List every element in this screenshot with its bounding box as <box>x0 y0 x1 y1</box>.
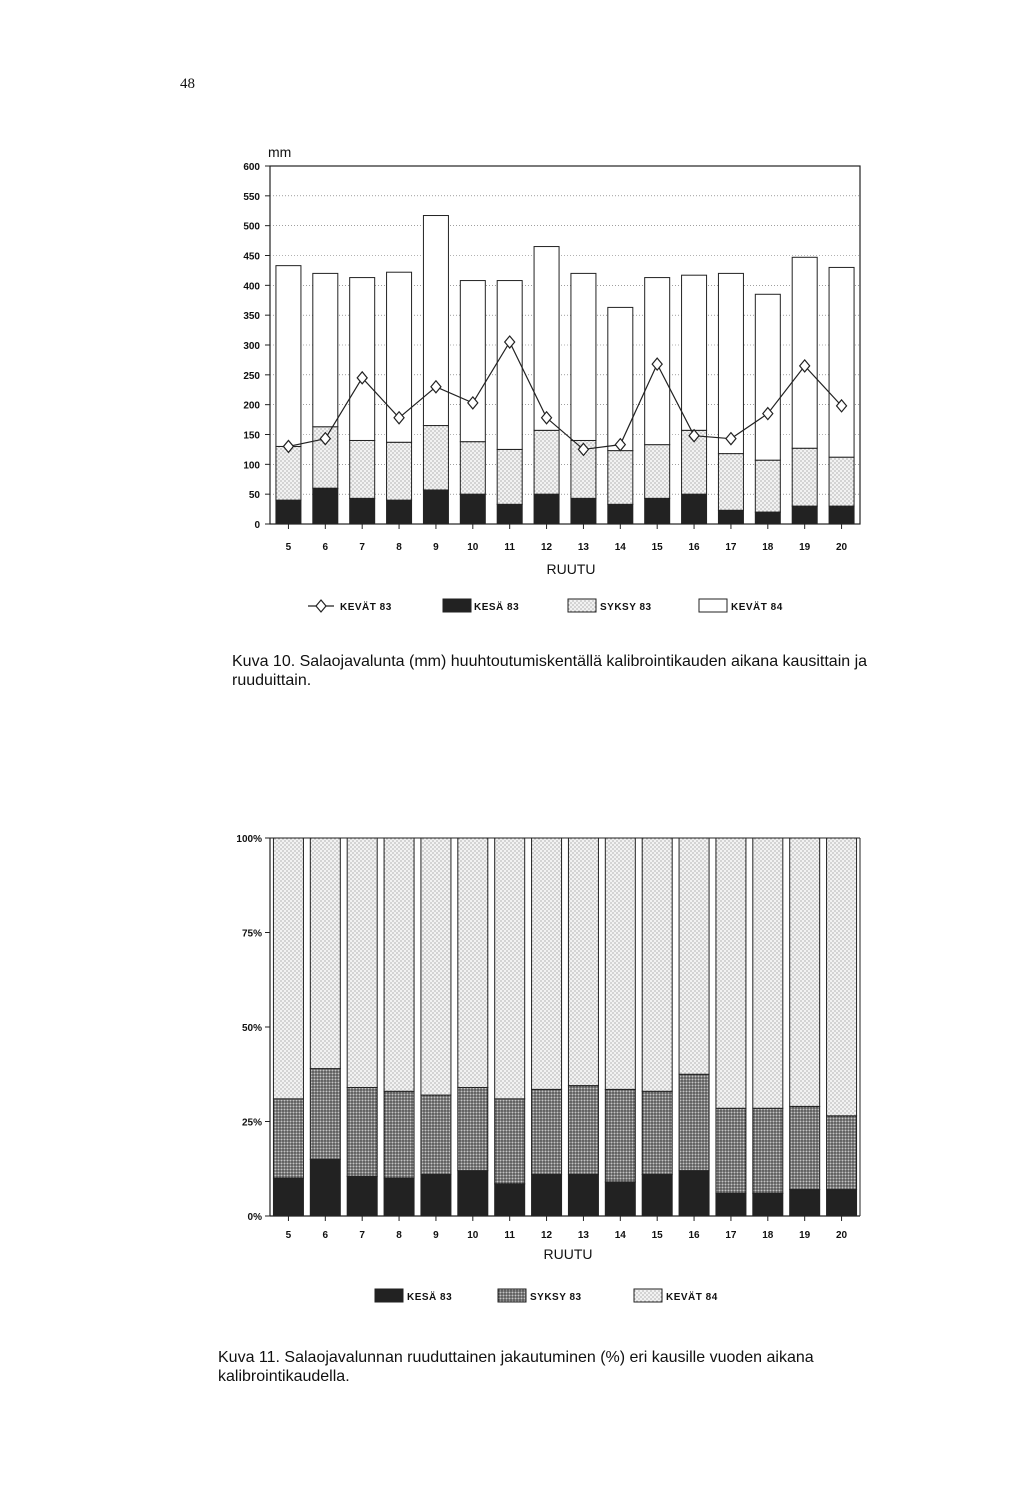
legend1-label-kesa83: KESÄ 83 <box>474 602 520 613</box>
chart2-bar-segment <box>273 1099 303 1178</box>
chart2-x-tick-label: 16 <box>688 1230 700 1241</box>
chart2-bar-segment <box>310 1069 340 1160</box>
chart2-bar-segment <box>495 1099 525 1184</box>
chart2-bar-segment <box>679 1074 709 1170</box>
chart2-bar-segment <box>605 1089 635 1182</box>
chart2-x-tick-label: 10 <box>467 1230 479 1241</box>
chart2-legend <box>375 1289 718 1303</box>
chart2-x-tick-label: 7 <box>359 1230 365 1241</box>
chart1-x-tick-label: 12 <box>541 542 553 553</box>
chart1-x-tick-label: 10 <box>467 542 479 553</box>
chart2-bar-segment <box>347 1176 377 1216</box>
chart1-y-tick-label: 350 <box>243 311 260 323</box>
chart1-y-tick-label: 500 <box>243 221 260 233</box>
chart2-bar-segment <box>495 838 525 1099</box>
chart1-y-tick-label: 450 <box>243 251 260 263</box>
figure11-caption: Kuva 11. Salaojavalunnan ruuduttainen jakautuminen (%) eri kausille vuoden aikana kalibrointikaudella. <box>218 1349 814 1385</box>
chart1-y-tick-label: 550 <box>243 191 260 203</box>
chart1-x-tick-label: 15 <box>651 542 663 553</box>
legend2-label-kesa83: KESÄ 83 <box>407 1292 453 1303</box>
chart2-bar-segment <box>495 1184 525 1216</box>
chart2-x-tick-label: 12 <box>541 1230 553 1241</box>
chart2-bar-segment <box>790 1190 820 1216</box>
chart1-y-tick-label: 50 <box>248 490 260 502</box>
chart2-bar-segment <box>827 838 857 1116</box>
legend2-label-kevat84: KEVÄT 84 <box>666 1292 718 1303</box>
chart2-bar-segment <box>421 1174 451 1216</box>
chart2-x-tick-label: 11 <box>504 1230 515 1241</box>
chart2-bar-segment <box>642 838 672 1091</box>
chart1-y-tick-label: 200 <box>243 400 260 412</box>
chart2-bar-segment <box>384 1178 414 1216</box>
chart2-bar-segment <box>790 838 820 1106</box>
chart2-bar-segment <box>827 1116 857 1190</box>
legend1-label-kevat83: KEVÄT 83 <box>340 602 392 613</box>
page-number: 48 <box>180 76 195 92</box>
chart2-bar-segment <box>679 838 709 1074</box>
chart2-x-ticks <box>286 1216 848 1241</box>
chart2-bar-segment <box>458 1171 488 1216</box>
chart2-y-tick-label: 100% <box>236 834 262 845</box>
chart2-bar-segment <box>347 1087 377 1176</box>
chart2-x-tick-label: 6 <box>322 1230 329 1241</box>
chart2-xlabel: RUUTU <box>543 1246 593 1262</box>
chart2-y-tick-label: 25% <box>241 1117 262 1129</box>
chart2-bar-segment <box>716 1108 746 1193</box>
chart2-bar-segment <box>347 838 377 1087</box>
chart2-x-tick-label: 14 <box>614 1230 626 1241</box>
chart2-bars <box>273 838 856 1216</box>
chart2-bar-segment <box>605 1182 635 1216</box>
chart1-x-tick-label: 8 <box>396 542 402 553</box>
chart1-x-tick-label: 13 <box>577 542 589 553</box>
chart2-bar-segment <box>790 1106 820 1189</box>
chart2-bar-segment <box>642 1091 672 1174</box>
chart1-y-tick-label: 100 <box>243 460 260 472</box>
chart1-xlabel: RUUTU <box>546 561 596 577</box>
legend1-label-syksy83: SYKSY 83 <box>600 602 652 613</box>
chart2-bar-segment <box>679 1171 709 1216</box>
chart1-x-tick-label: 19 <box>799 542 811 553</box>
chart2-bar-segment <box>753 838 783 1108</box>
chart1-y-tick-label: 600 <box>243 162 260 173</box>
chart1-x-tick-label: 7 <box>359 542 365 553</box>
chart1-x-tick-label: 14 <box>614 542 626 553</box>
chart1-y-tick-label: 0 <box>254 520 260 531</box>
chart2-bar-segment <box>568 1086 598 1175</box>
chart1-y-tick-label: 300 <box>243 341 260 352</box>
chart2-bar-segment <box>568 838 598 1086</box>
chart2-bar-segment <box>273 838 303 1099</box>
chart1-y-tick-label: 250 <box>243 370 260 382</box>
chart2-bar-segment <box>421 1095 451 1174</box>
chart2-bar-segment <box>532 1089 562 1174</box>
chart2-bar-segment <box>716 1193 746 1216</box>
chart2-x-tick-label: 20 <box>836 1230 848 1241</box>
chart1-x-tick-label: 17 <box>725 542 737 553</box>
chart2-bar-segment <box>532 838 562 1089</box>
chart1-x-tick-label: 5 <box>285 542 292 553</box>
chart1-x-tick-label: 20 <box>836 542 848 553</box>
chart2-bar-segment <box>642 1174 672 1216</box>
chart1-x-tick-label: 16 <box>688 542 700 553</box>
chart2-x-tick-label: 8 <box>396 1230 402 1241</box>
chart1-ylabel: mm <box>268 144 292 160</box>
chart2-bar-segment <box>273 1178 303 1216</box>
chart2-bar-segment <box>310 1159 340 1216</box>
legend2-label-syksy83: SYKSY 83 <box>530 1292 582 1303</box>
chart2-bar-segment <box>421 838 451 1095</box>
chart2-bar-segment <box>605 838 635 1089</box>
chart1-x-tick-label: 11 <box>504 542 515 553</box>
chart2-x-tick-label: 5 <box>285 1230 292 1241</box>
chart2-x-tick-label: 18 <box>762 1230 774 1241</box>
chart2-x-tick-label: 13 <box>577 1230 589 1241</box>
chart2-y-tick-label: 0% <box>247 1212 262 1223</box>
chart1-x-tick-label: 9 <box>433 542 439 553</box>
chart2-y-tick-label: 50% <box>241 1023 262 1034</box>
chart2-bar-segment <box>310 838 340 1069</box>
chart2-y-tick-label: 75% <box>241 928 262 940</box>
chart1-x-tick-label: 18 <box>762 542 774 553</box>
chart2-bar-segment <box>384 1091 414 1178</box>
chart2-bar-segment <box>458 838 488 1087</box>
chart2-bar-segment <box>568 1174 598 1216</box>
chart2-bar-segment <box>753 1193 783 1216</box>
chart2-bar-segment <box>384 838 414 1091</box>
legend2-swatch-syksy83 <box>498 1289 526 1302</box>
chart2-x-tick-label: 9 <box>433 1230 439 1241</box>
legend1-label-kevat84: KEVÄT 84 <box>731 602 783 613</box>
legend2-swatch-kevat84 <box>634 1289 662 1302</box>
chart2-bar-segment <box>532 1174 562 1216</box>
chart2-x-tick-label: 15 <box>651 1230 663 1241</box>
chart2-bar-segment <box>753 1108 783 1193</box>
chart1-y-tick-label: 150 <box>243 430 260 442</box>
legend2-swatch-kesa83 <box>375 1289 403 1302</box>
chart1-x-tick-label: 6 <box>322 542 329 553</box>
chart2-bar-segment <box>827 1190 857 1216</box>
chart2-bar-segment <box>716 838 746 1108</box>
chart1-y-tick-label: 400 <box>243 281 260 293</box>
chart2-x-tick-label: 19 <box>799 1230 811 1241</box>
chart2-bar-segment <box>458 1087 488 1170</box>
chart2-x-tick-label: 17 <box>725 1230 737 1241</box>
figure10-caption: Kuva 10. Salaojavalunta (mm) huuhtoutumiskentällä kalibrointikauden aikana kausittain ja ruuduittain. <box>232 653 868 689</box>
